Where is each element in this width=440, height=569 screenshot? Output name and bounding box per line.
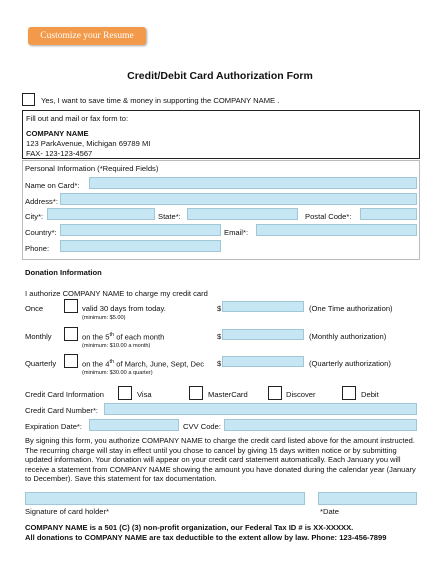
once-min: (minimum: $5.00) (82, 315, 126, 321)
quarterly-desc: on the 4th of March, June, Sept, Dec (82, 359, 205, 369)
expiration-field[interactable] (89, 419, 179, 431)
signature-label: Signature of card holder* (25, 507, 110, 516)
save-option-label: Yes, I want to save time & money in supporting the COMPANY NAME . (41, 96, 280, 105)
quarterly-checkbox[interactable] (64, 354, 78, 368)
form-title: Credit/Debit Card Authorization Form (127, 70, 313, 82)
country-label: Country*: (25, 228, 57, 237)
once-currency: $ (217, 304, 222, 313)
mastercard-label: MasterCard (208, 390, 248, 399)
debit-checkbox[interactable] (342, 386, 356, 400)
quarterly-min: (minimum: $30.00 a quarter) (82, 370, 153, 376)
monthly-label: Monthly (25, 332, 52, 341)
debit-label: Debit (361, 390, 379, 399)
once-label: Once (25, 304, 44, 313)
mail-instruction: Fill out and mail or fax form to: (26, 114, 129, 123)
date-field[interactable] (318, 492, 417, 505)
monthly-kind: (Monthly authorization) (309, 332, 387, 341)
mastercard-checkbox[interactable] (189, 386, 203, 400)
once-checkbox[interactable] (64, 299, 78, 313)
country-field[interactable] (60, 224, 221, 236)
phone-field[interactable] (60, 240, 221, 252)
city-label: City*: (25, 212, 44, 221)
once-desc: valid 30 days from today. (82, 304, 166, 313)
quarterly-kind: (Quarterly authorization) (309, 359, 391, 368)
quarterly-label: Quarterly (25, 359, 57, 368)
card-number-label: Credit Card Number*: (25, 406, 99, 415)
city-field[interactable] (47, 208, 155, 220)
date-label: *Date (320, 507, 339, 516)
cvv-label: CVV Code: (183, 422, 221, 431)
name-label: Name on Card*: (25, 181, 80, 190)
postal-field[interactable] (360, 208, 417, 220)
discover-label: Discover (286, 390, 316, 399)
quarterly-amount-field[interactable] (222, 356, 304, 367)
save-option-checkbox[interactable] (22, 93, 35, 106)
terms-paragraph: By signing this form, you authorize COMPANY NAME to charge the credit card listed above for the amount instructed. The recurring charge will stay in effect until you chose to cancel by giving 15 days written notice or by submitting updated information. Your donation will appear on your credit card statement automatically. Each January you will receive a statement from COMPANY NAME showing the amount you have donated during the calendar year (January to December). Save this statement for tax documentation. (25, 436, 416, 484)
customize-resume-button[interactable]: Customize your Resume (28, 27, 146, 45)
mail-fax: FAX- 123-123-4567 (26, 149, 93, 158)
address-field[interactable] (60, 193, 417, 205)
quarterly-currency: $ (217, 359, 222, 368)
postal-label: Postal Code*: (305, 212, 352, 221)
personal-heading: Personal Information (*Required Fields) (25, 164, 159, 173)
once-amount-field[interactable] (222, 301, 304, 312)
signature-field[interactable] (25, 492, 305, 505)
monthly-desc: on the 5th of each month (82, 332, 165, 342)
mail-to-box (22, 110, 420, 159)
name-field[interactable] (89, 177, 417, 189)
footer-line-2: All donations to COMPANY NAME are tax deductible to the extent allow by law. Phone: 123-456-7899 (25, 533, 387, 542)
monthly-amount-field[interactable] (222, 329, 304, 340)
once-kind: (One Time authorization) (309, 304, 393, 313)
visa-checkbox[interactable] (118, 386, 132, 400)
phone-label: Phone: (25, 244, 50, 253)
visa-label: Visa (137, 390, 152, 399)
mail-company: COMPANY NAME (26, 129, 89, 138)
monthly-currency: $ (217, 332, 222, 341)
footer-line-1: COMPANY NAME is a 501 (C) (3) non-profit organization, our Federal Tax ID # is XX-XXXXX. (25, 523, 354, 532)
monthly-checkbox[interactable] (64, 327, 78, 341)
state-label: State*: (158, 212, 181, 221)
authorize-text: I authorize COMPANY NAME to charge my credit card (25, 289, 208, 298)
expiration-label: Expiration Date*: (25, 422, 82, 431)
mail-address: 123 ParkAvenue, Michigan 69789 MI (26, 139, 151, 148)
footer-note (25, 523, 425, 543)
card-info-label: Credit Card Information (25, 390, 104, 399)
discover-checkbox[interactable] (268, 386, 282, 400)
card-number-field[interactable] (104, 403, 417, 415)
state-field[interactable] (187, 208, 298, 220)
email-label: Email*: (224, 228, 249, 237)
cvv-field[interactable] (224, 419, 417, 431)
address-label: Address*: (25, 197, 58, 206)
email-field[interactable] (256, 224, 417, 236)
donation-heading: Donation Information (25, 268, 102, 277)
monthly-min: (minimum: $10.00 a month) (82, 343, 151, 349)
